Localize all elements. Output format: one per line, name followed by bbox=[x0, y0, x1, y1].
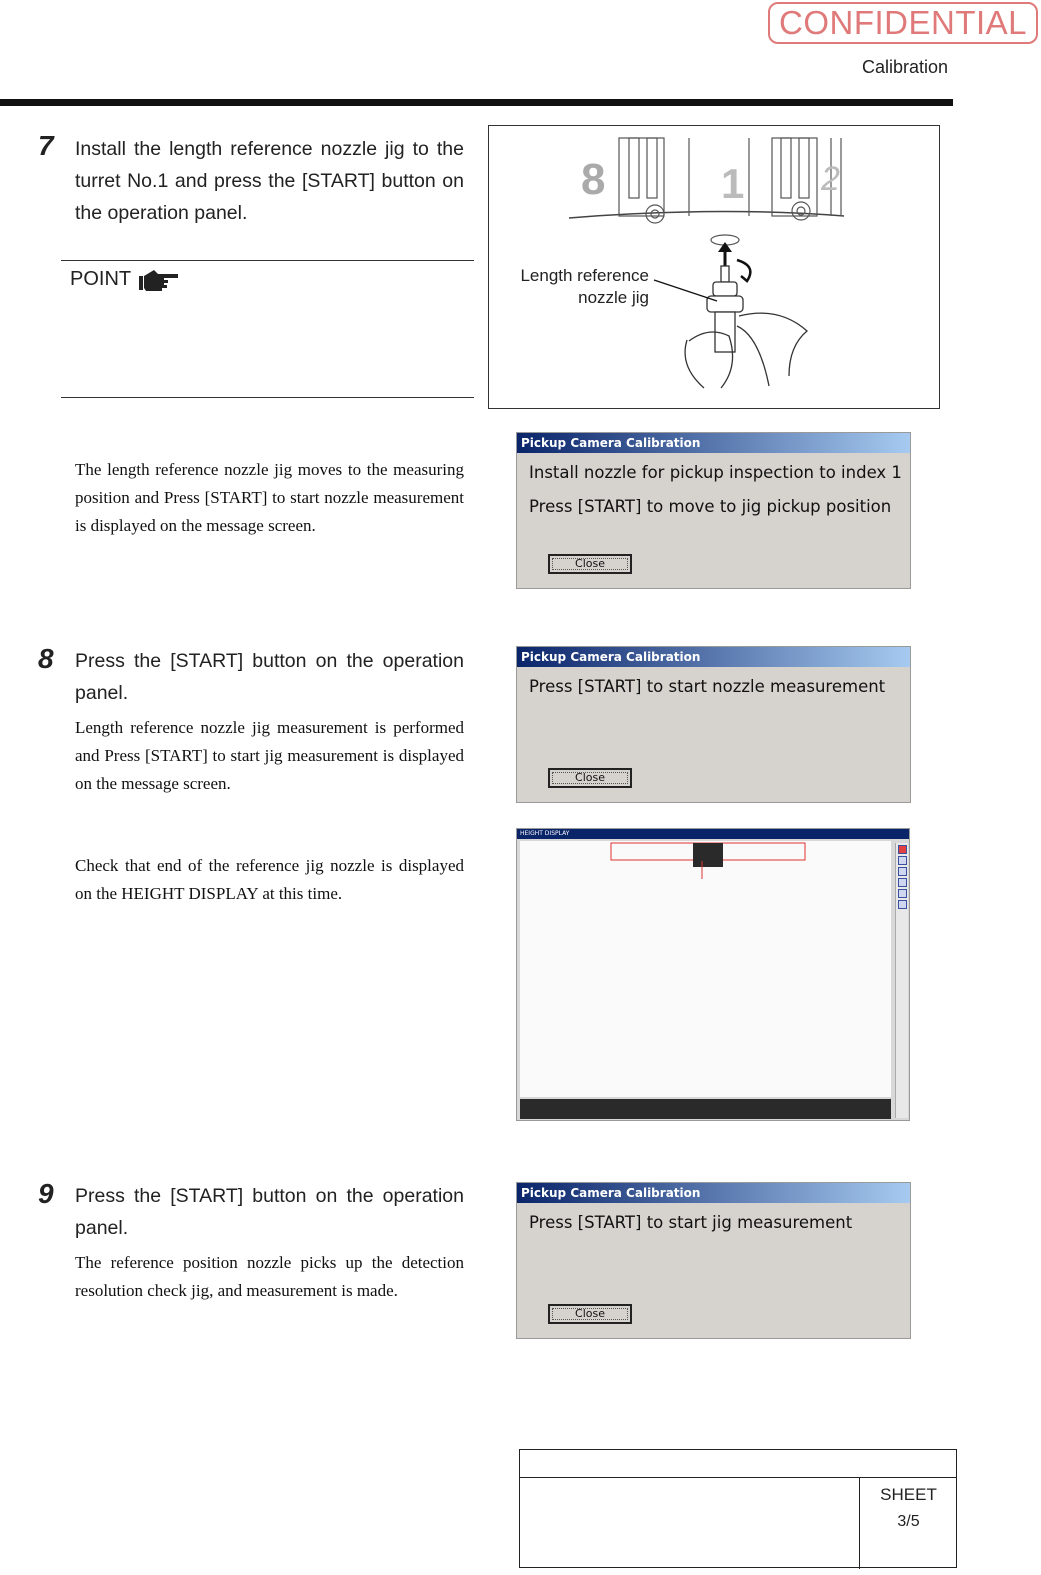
section-title: Calibration bbox=[862, 57, 949, 77]
step-8-number: 8 bbox=[38, 643, 54, 674]
jig-label-line2: nozzle jig bbox=[578, 288, 649, 307]
height-display-canvas bbox=[520, 841, 891, 1097]
step-9-detail: The reference position nozzle picks up the detection resolution check jig, and measurement is made. bbox=[75, 1253, 464, 1300]
step-8-detail: Length reference nozzle jig measurement is performed and Press [START] to start jig measurement is displayed on the message screen. bbox=[75, 718, 464, 793]
dialog-message-line1: Press [START] to start nozzle measurement bbox=[529, 677, 886, 696]
dialog-install-nozzle bbox=[516, 432, 911, 589]
step-8-text: Press the [START] button on the operation panel. bbox=[75, 650, 464, 704]
dialog-message-line1: Press [START] to start jig measurement bbox=[529, 1213, 853, 1232]
close-button[interactable]: Close bbox=[548, 768, 632, 788]
point-label: POINT bbox=[70, 268, 132, 290]
dialog-title: Pickup Camera Calibration bbox=[517, 647, 910, 667]
turret-number-1: 1 bbox=[721, 160, 745, 207]
toolbar-tool-icon[interactable] bbox=[898, 900, 907, 909]
dialog-title: Pickup Camera Calibration bbox=[517, 433, 910, 453]
turret-number-2: 2 bbox=[821, 160, 840, 198]
height-display-title: HEIGHT DISPLAY bbox=[517, 829, 909, 839]
close-button[interactable]: Close bbox=[548, 1304, 632, 1324]
confidential-stamp: CONFIDENTIAL bbox=[768, 2, 1038, 44]
point-bottom-rule bbox=[61, 397, 474, 398]
step-7-number: 7 bbox=[38, 130, 54, 161]
toolbar-tool-icon[interactable] bbox=[898, 856, 907, 865]
sheet-number: 3/5 bbox=[897, 1513, 920, 1530]
jig-label-line1: Length reference bbox=[520, 266, 649, 285]
note-height-display: Check that end of the reference jig nozzle is displayed on the HEIGHT DISPLAY at this time. bbox=[75, 856, 464, 903]
dialog-message-line2: Press [START] to move to jig pickup position bbox=[529, 497, 892, 516]
step-7-text: Install the length reference nozzle jig to the turret No.1 and press the [START] button on the operation panel. bbox=[75, 138, 464, 224]
sheet-label: SHEET bbox=[880, 1485, 937, 1504]
dialog-title: Pickup Camera Calibration bbox=[517, 1183, 910, 1203]
close-button[interactable]: Close bbox=[548, 554, 632, 574]
toolbar-tool-icon[interactable] bbox=[898, 889, 907, 898]
turret-figure bbox=[488, 125, 940, 409]
point-top-rule bbox=[61, 260, 474, 261]
height-display-image bbox=[520, 841, 891, 1097]
toolbar-tool-icon[interactable] bbox=[898, 878, 907, 887]
toolbar-tool-icon[interactable] bbox=[898, 845, 907, 854]
step-9-text: Press the [START] button on the operation panel. bbox=[75, 1185, 464, 1239]
pointing-hand-icon bbox=[138, 264, 182, 294]
dialog-start-nozzle-measurement bbox=[516, 646, 911, 803]
turret-number-8: 8 bbox=[581, 155, 606, 204]
dialog-start-jig-measurement bbox=[516, 1182, 911, 1339]
height-display-window bbox=[516, 828, 910, 1121]
toolbar-tool-icon[interactable] bbox=[898, 867, 907, 876]
sheet-table-row-divider bbox=[520, 1477, 956, 1478]
height-display-toolbar bbox=[895, 843, 908, 1118]
step-9-number: 9 bbox=[38, 1178, 54, 1209]
sheet-table bbox=[519, 1449, 957, 1568]
dialog-message-line1: Install nozzle for pickup inspection to index 1 bbox=[529, 463, 902, 482]
header-rule bbox=[0, 99, 953, 106]
note-jig-moves: The length reference nozzle jig moves to the measuring position and Press [START] to start nozzle measurement is displayed on the message screen. bbox=[75, 460, 464, 535]
height-display-bottom-bar bbox=[520, 1099, 891, 1119]
